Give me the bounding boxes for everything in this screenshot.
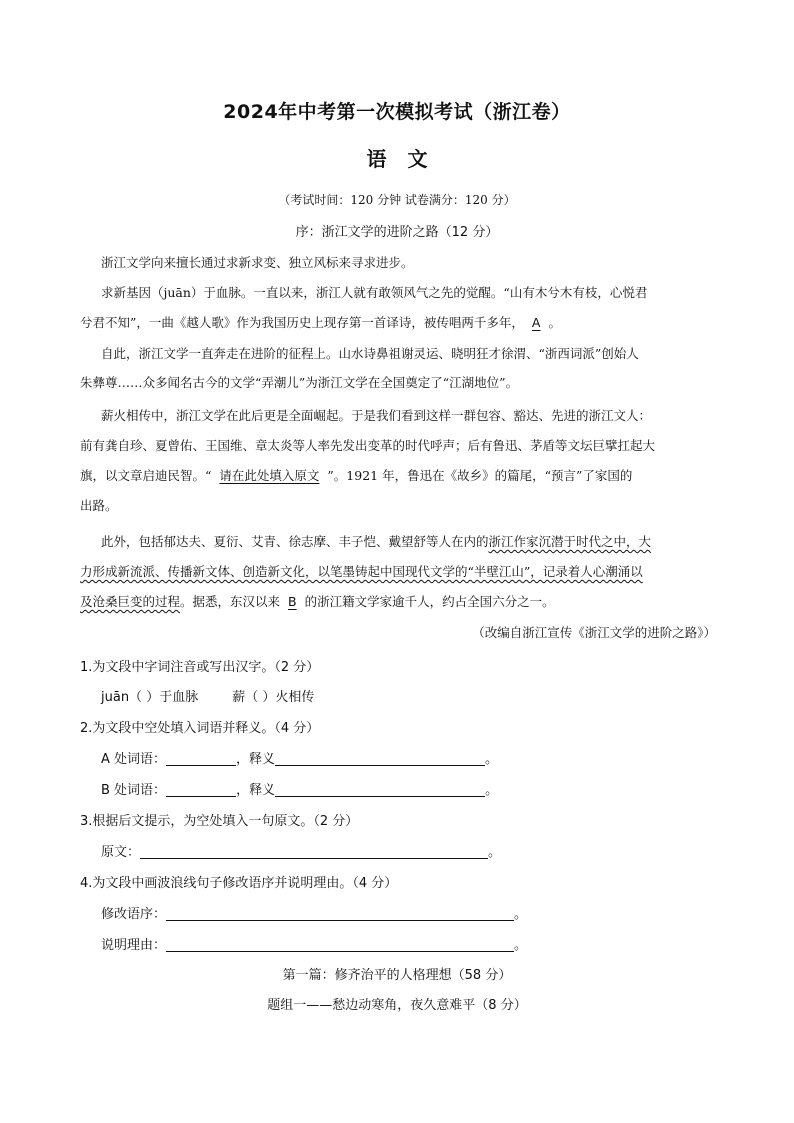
q4-a-label: 修改语序： <box>101 907 167 922</box>
exam-title: 2024年中考第一次模拟考试（浙江卷） <box>223 101 571 123</box>
q2-a-meaning-field[interactable] <box>275 751 485 766</box>
question-2-b <box>101 779 498 798</box>
passage-paragraph-1 <box>101 251 721 274</box>
passage-line: 求新基因（juān）于血脉。一直以来，浙江人就有敢领风气之先的觉醒。“山有木兮木有枝，心悦君 <box>101 285 648 300</box>
q3-end: 。 <box>488 845 502 860</box>
passage-text: ”。1921 年，鲁迅在《故乡》的篇尾，“预言”了家国的 <box>327 468 633 483</box>
q3-answer-field[interactable] <box>140 844 488 859</box>
q4-reason-field[interactable] <box>166 937 514 952</box>
passage-text: 的浙江籍文学家逾千人，约占全国六分之一。 <box>304 594 555 609</box>
passage-source: （改编自浙江宣传《浙江文学的进阶之路》） <box>472 625 716 640</box>
passage-paragraph-3 <box>101 342 721 365</box>
q2-b-label: B 处词语： <box>101 783 167 798</box>
passage-line: 自此，浙江文学一直奔走在进阶的征程上。山水诗鼻祖谢灵运、晓明狂才徐渭、“浙西词派”创始人 <box>101 346 639 361</box>
passage-line: 出路。 <box>80 498 118 513</box>
passage-text: 此外，包括郁达夫、夏衍、艾青、徐志摩、丰子恺、戴望舒等人在内的 <box>101 534 489 549</box>
q4-reorder-field[interactable] <box>166 906 514 921</box>
passage-paragraph-5-cont <box>80 560 700 583</box>
exam-meta: （考试时间：120 分钟 试卷满分：120 分） <box>278 193 516 207</box>
q2-a-label: A 处词语： <box>101 752 167 767</box>
passage-paragraph-4 <box>101 404 721 427</box>
wavy-sentence: 力形成新流派、传播新文体、创造新文化，以笔墨铸起中国现代文学的“半壁江山”，记录着人心潮涌以 <box>80 564 643 579</box>
passage-line <box>80 590 700 613</box>
passage-line: 浙江文学向来擅长通过求新求变、独立风标来寻求进步。 <box>101 255 414 270</box>
q2-b-mid: ，释义 <box>236 783 276 798</box>
question-1: 1.为文段中字词注音或写出汉字。（2 分） <box>80 660 320 675</box>
question-4-b <box>101 934 527 953</box>
q4-b-label: 说明理由： <box>101 938 167 953</box>
passage-line <box>80 560 700 583</box>
blank-a: A <box>531 315 541 330</box>
question-3-answer <box>101 841 501 860</box>
question-3: 3.根据后文提示，为空处填入一句原文。（2 分） <box>80 814 359 829</box>
blank-quote: 请在此处填入原文 <box>219 468 320 483</box>
q4-b-end: 。 <box>514 938 528 953</box>
q1-item-a: juān（ ）于血脉 <box>101 690 199 705</box>
passage-line <box>101 530 721 553</box>
q2-a-word-field[interactable] <box>166 751 236 766</box>
passage-text: 兮君不知”，一曲《越人歌》作为我国历史上现存第一首译诗，被传唱两千多年， <box>80 315 524 330</box>
passage-paragraph-3-cont <box>80 371 700 394</box>
question-2-a <box>101 748 498 767</box>
question-group-title: 题组一——愁边动寒角，夜久意难平（8 分） <box>267 998 527 1013</box>
passage-line <box>80 311 700 334</box>
section-title: 序：浙江文学的进阶之路（12 分） <box>295 225 499 240</box>
passage-line <box>80 464 700 487</box>
q2-a-mid: ，释义 <box>236 752 276 767</box>
wavy-sentence: 浙江作家沉潜于时代之中，大 <box>488 534 652 549</box>
question-1-items <box>101 686 314 705</box>
passage-paragraph-5 <box>101 530 721 553</box>
question-4-a <box>101 903 527 922</box>
passage-paragraph-4-cont <box>80 434 700 457</box>
wavy-sentence: 及沧桑巨变的过程 <box>80 594 181 609</box>
q2-b-end: 。 <box>485 783 499 798</box>
q2-b-word-field[interactable] <box>166 782 236 797</box>
passage-line: 朱彝尊……众多闻名古今的文学“弄潮儿”为浙江文学在全国奠定了“江湖地位”。 <box>80 375 519 390</box>
question-2: 2.为文段中空处填入词语并释义。（4 分） <box>80 721 320 736</box>
question-4: 4.为文段中画波浪线句子修改语序并说明理由。（4 分） <box>80 876 398 891</box>
passage-paragraph-4-cont2 <box>80 464 700 487</box>
q2-b-meaning-field[interactable] <box>275 782 485 797</box>
q2-a-end: 。 <box>485 752 499 767</box>
passage-text: 。据悉，东汉以来 <box>180 594 281 609</box>
passage-paragraph-4-cont3 <box>80 494 700 517</box>
passage-text: 旗，以文章启迪民智。“ <box>80 468 212 483</box>
part-1-title: 第一篇：修齐治平的人格理想（58 分） <box>282 968 512 983</box>
subject-title: 语 文 <box>366 147 428 171</box>
q1-item-b: 薪（ ）火相传 <box>232 690 315 705</box>
passage-paragraph-5-cont2 <box>80 590 700 613</box>
passage-text: 。 <box>548 315 561 330</box>
passage-paragraph-2-cont <box>80 311 700 334</box>
passage-line: 薪火相传中，浙江文学在此后更是全面崛起。于是我们看到这样一群包容、豁达、先进的浙江文人： <box>101 408 652 423</box>
passage-line: 前有龚自珍、夏曾佑、王国维、章太炎等人率先发出变革的时代呼声；后有鲁迅、茅盾等文坛巨擘扛起大 <box>80 438 656 453</box>
q4-a-end: 。 <box>514 907 528 922</box>
passage-paragraph-2 <box>101 281 721 304</box>
blank-b: B <box>288 594 297 609</box>
q3-label: 原文： <box>101 845 141 860</box>
